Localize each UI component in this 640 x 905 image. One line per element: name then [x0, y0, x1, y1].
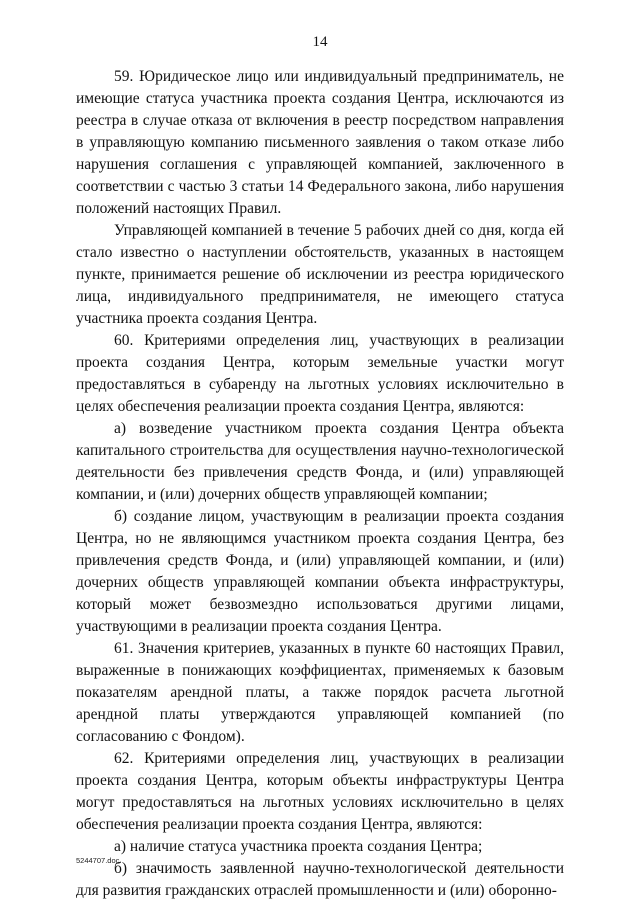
paragraph-62: 62. Критериями определения лиц, участвующих в реализации проекта создания Центра, которым объекты инфраструктуры Центра могут предоставляться на льготных условиях исключительно в целях обеспечения реализации проекта создания Центра, являются:	[76, 750, 564, 833]
paragraph-62-a: а) наличие статуса участника проекта создания Центра;	[114, 838, 483, 855]
file-name-footer: 5244707.doc	[76, 856, 120, 865]
paragraph-60-a: а) возведение участником проекта создания Центра объекта капитального строительства для осуществления научно-технологической деятельности без привлечения средств Фонда, и (или) управляющей компании, и (или) дочерних обществ управляющей компании;	[76, 420, 564, 503]
document-body	[76, 66, 564, 902]
paragraph-59-decision: Управляющей компанией в течение 5 рабочих дней со дня, когда ей стало известно о наступлении обстоятельств, указанных в настоящем пункте, принимается решение об исключении из реестра юридического лица, индивидуального предпринимателя, не имеющего статуса участника проекта создания Центра.	[76, 222, 564, 327]
page-number: 14	[312, 34, 328, 50]
paragraph-61: 61. Значения критериев, указанных в пункте 60 настоящих Правил, выраженные в понижающих коэффициентах, применяемых к базовым показателям арендной платы, а также порядок расчета льготной арендной платы утверждаются управляющей компанией (по согласованию с Фондом).	[76, 640, 564, 745]
paragraph-60: 60. Критериями определения лиц, участвующих в реализации проекта создания Центра, которым земельные участки могут предоставляться в субаренду на льготных условиях исключительно в целях обеспечения реализации проекта создания Центра, являются:	[76, 332, 564, 415]
paragraph-60-b: б) создание лицом, участвующим в реализации проекта создания Центра, но не являющимся участником проекта создания Центра, без привлечения средств Фонда, и (или) управляющей компании, и (или) дочерних обществ управляющей компании объекта инфраструктуры, который может безвозмездно использоваться другими лицами, участвующими в реализации проекта создания Центра.	[76, 508, 564, 635]
paragraph-62-b: б) значимость заявленной научно-технологической деятельности для развития гражданских отраслей промышленности и (или) оборонно-	[76, 860, 564, 899]
paragraph-59: 59. Юридическое лицо или индивидуальный предприниматель, не имеющие статуса участника проекта создания Центра, исключаются из реестра в случае отказа от включения в реестр посредством направления в управляющую компанию письменного заявления о таком отказе либо нарушения соглашения с управляющей компанией, заключенного в соответствии с частью 3 статьи 14 Федерального закона, либо нарушения положений настоящих Правил.	[76, 68, 564, 217]
